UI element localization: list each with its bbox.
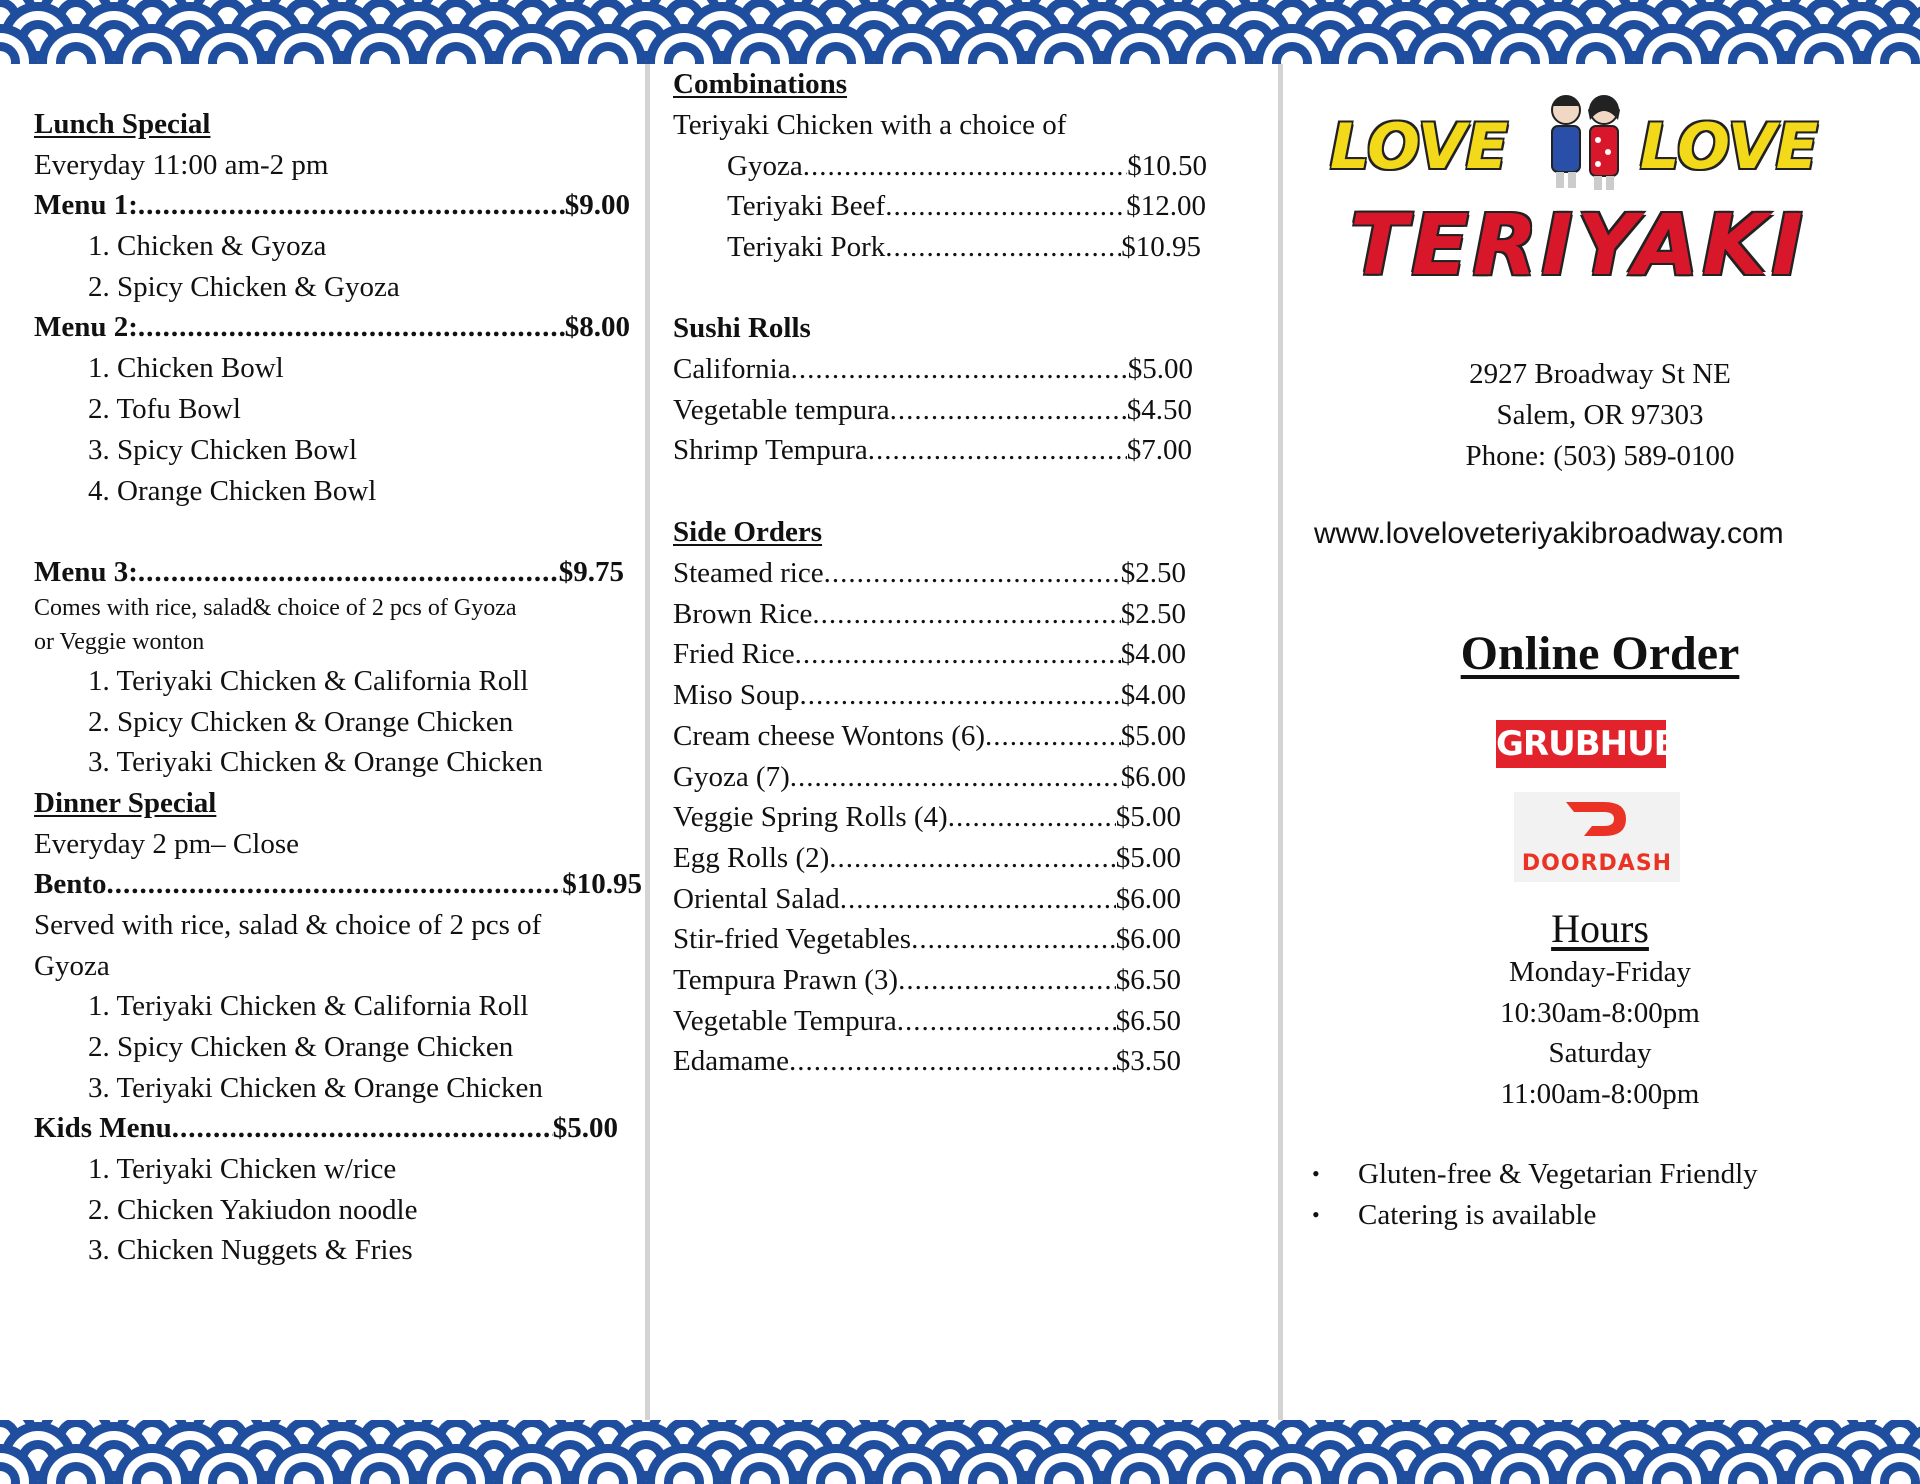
- panel-divider-right: [1278, 64, 1283, 1420]
- item-price: $12.00: [1126, 190, 1206, 222]
- item-price: $4.00: [1120, 638, 1186, 671]
- item-name: California: [673, 353, 791, 385]
- item-price: $4.50: [1126, 394, 1192, 426]
- doordash-logo-icon: [1562, 798, 1632, 840]
- menu3-note: or Veggie wonton: [34, 629, 205, 655]
- item-name: Cream cheese Wontons (6): [673, 719, 986, 752]
- menu-item-row: [673, 430, 1192, 470]
- list-item: 3. Teriyaki Chicken & Orange Chicken: [88, 746, 543, 778]
- logo-love-left: LOVE: [1330, 110, 1509, 183]
- list-item: 3. Chicken Nuggets & Fries: [88, 1234, 413, 1266]
- list-item: 3. Spicy Chicken Bowl: [88, 434, 358, 466]
- item-name: Brown Rice: [673, 597, 813, 630]
- menu-item-row: [673, 390, 1192, 430]
- doordash-label: DOORDASH: [1521, 851, 1673, 876]
- item-name: Steamed rice: [673, 557, 824, 589]
- item-price: $2.50: [1120, 557, 1186, 589]
- item-name: Tempura Prawn (3): [673, 964, 899, 996]
- menu-item-row: [673, 757, 1186, 797]
- combinations-intro: Teriyaki Chicken with a choice of: [673, 109, 1067, 141]
- item-price: $5.00: [1127, 353, 1193, 385]
- hours-line: Monday-Friday: [1508, 956, 1692, 988]
- item-name: Oriental Salad: [673, 882, 840, 915]
- menu-item-row: [727, 146, 1207, 186]
- online-order-title: Online Order: [1460, 627, 1740, 680]
- dolls-icon: [1540, 80, 1630, 200]
- kids-menu-price: $5.00: [552, 1112, 618, 1144]
- bento-note: Gyoza: [34, 950, 110, 982]
- item-price: $6.00: [1115, 923, 1181, 956]
- phone: Phone: (503) 589-0100: [1465, 440, 1735, 472]
- menu-item-row: [673, 675, 1186, 715]
- panel-info: [1290, 64, 1910, 1420]
- lunch-hours: Everyday 11:00 am-2 pm: [34, 149, 329, 181]
- menu-item-row: [673, 594, 1186, 634]
- menu-item-row: [673, 553, 1186, 593]
- menu1-row: [34, 185, 630, 225]
- menu1-price: $9.00: [564, 189, 630, 221]
- item-price: $6.00: [1115, 882, 1181, 915]
- item-price: $6.00: [1120, 760, 1186, 793]
- panel-lunch-dinner: [34, 64, 644, 1420]
- menu2-row: [34, 307, 630, 347]
- item-price: $6.50: [1115, 1004, 1181, 1037]
- menu-item-row: [673, 716, 1186, 756]
- list-item: 1. Chicken & Gyoza: [88, 230, 327, 262]
- list-item: 2. Spicy Chicken & Orange Chicken: [88, 1031, 514, 1063]
- panel-divider-left: [645, 64, 650, 1420]
- item-name: Vegetable tempura: [673, 394, 890, 426]
- list-item: 2. Spicy Chicken & Orange Chicken: [88, 706, 514, 738]
- item-name: Teriyaki Beef: [727, 190, 886, 222]
- address-line-2: Salem, OR 97303: [1496, 399, 1704, 431]
- item-name: Egg Rolls (2): [673, 841, 830, 874]
- menu-item-row: [727, 186, 1206, 226]
- menu-item-row: [673, 838, 1181, 878]
- menu3-note: Comes with rice, salad& choice of 2 pcs of Gyoza: [34, 595, 517, 621]
- item-name: Teriyaki Pork: [727, 231, 886, 263]
- menu-item-row: [673, 919, 1181, 959]
- item-price: $5.00: [1115, 841, 1181, 874]
- logo-love-right: LOVE: [1640, 110, 1819, 183]
- wave-border-bottom: [0, 1420, 1920, 1484]
- kids-menu-label: Kids Menu: [34, 1112, 172, 1144]
- list-item: 3. Teriyaki Chicken & Orange Chicken: [88, 1072, 543, 1104]
- grubhub-button[interactable]: GRUBHUB: [1496, 720, 1666, 768]
- menu-item-row: [673, 1001, 1181, 1041]
- lunch-special-title: Lunch Special: [34, 108, 211, 140]
- item-price: $5.00: [1120, 719, 1186, 752]
- menu2-label: Menu 2:: [34, 311, 138, 343]
- item-price: $5.00: [1115, 801, 1181, 834]
- menu-item-row: [673, 349, 1193, 389]
- hours-line: 11:00am-8:00pm: [1500, 1078, 1700, 1110]
- bullet-icon: •: [1312, 1161, 1320, 1186]
- item-name: Shrimp Tempura: [673, 434, 868, 466]
- sushi-rolls-title: Sushi Rolls: [673, 312, 811, 344]
- item-name: Edamame: [673, 1045, 789, 1078]
- hours-title: Hours: [1551, 906, 1649, 951]
- list-item: 1. Teriyaki Chicken & California Roll: [88, 990, 529, 1022]
- list-item: 2. Tofu Bowl: [88, 393, 241, 425]
- menu1-label: Menu 1:: [34, 189, 138, 221]
- hours-line: 10:30am-8:00pm: [1500, 997, 1700, 1029]
- address-line-1: 2927 Broadway St NE: [1469, 358, 1731, 390]
- menu-item-row: [673, 960, 1181, 1000]
- feature-text: Catering is available: [1358, 1199, 1597, 1231]
- combinations-title: Combinations: [673, 68, 848, 100]
- item-name: Fried Rice: [673, 638, 795, 671]
- menu2-price: $8.00: [564, 311, 630, 343]
- list-item: 1. Teriyaki Chicken w/rice: [88, 1153, 397, 1185]
- menu-item-row: [673, 1041, 1181, 1081]
- dinner-hours: Everyday 2 pm– Close: [34, 828, 299, 860]
- bento-price: $10.95: [562, 868, 642, 900]
- menu3-price: $9.75: [558, 556, 624, 588]
- menu-item-row: [727, 227, 1201, 267]
- item-price: $3.50: [1115, 1045, 1181, 1078]
- bento-label: Bento: [34, 868, 107, 900]
- menu3-row: [34, 552, 624, 592]
- kids-menu-row: [34, 1108, 618, 1148]
- item-name: Stir-fried Vegetables: [673, 923, 912, 956]
- menu-item-row: [673, 634, 1186, 674]
- menu-item-row: [673, 879, 1181, 919]
- item-price: $10.95: [1121, 231, 1201, 263]
- item-price: $10.50: [1127, 150, 1207, 182]
- website-link[interactable]: www.loveloveteriyakibroadway.com: [1314, 517, 1784, 550]
- bento-row: [34, 864, 642, 904]
- menu3-label: Menu 3:: [34, 556, 138, 588]
- bento-note: Served with rice, salad & choice of 2 pcs of: [34, 909, 542, 941]
- menu-item-row: [673, 797, 1181, 837]
- item-name: Veggie Spring Rolls (4): [673, 801, 948, 834]
- item-price: $4.00: [1120, 679, 1186, 712]
- item-name: Miso Soup: [673, 679, 800, 712]
- doordash-button[interactable]: [1514, 792, 1680, 882]
- item-price: $6.50: [1115, 964, 1181, 996]
- logo-teriyaki: TERIYAKI: [1350, 196, 1807, 294]
- hours-line: Saturday: [1548, 1037, 1652, 1069]
- item-price: $2.50: [1120, 597, 1186, 630]
- panel-combos-sides: [673, 64, 1233, 1420]
- item-price: $7.00: [1126, 434, 1192, 466]
- list-item: 1. Chicken Bowl: [88, 352, 284, 384]
- bullet-icon: •: [1312, 1202, 1320, 1227]
- list-item: 1. Teriyaki Chicken & California Roll: [88, 665, 529, 697]
- feature-text: Gluten-free & Vegetarian Friendly: [1358, 1158, 1758, 1190]
- item-name: Vegetable Tempura: [673, 1004, 897, 1037]
- brand-logo: [1330, 64, 1890, 304]
- dinner-special-title: Dinner Special: [34, 787, 217, 819]
- item-name: Gyoza (7): [673, 760, 790, 793]
- wave-border-top: [0, 0, 1920, 64]
- side-orders-title: Side Orders: [673, 516, 823, 548]
- list-item: 2. Spicy Chicken & Gyoza: [88, 271, 400, 303]
- item-name: Gyoza: [727, 150, 803, 182]
- list-item: 4. Orange Chicken Bowl: [88, 475, 377, 507]
- list-item: 2. Chicken Yakiudon noodle: [88, 1194, 418, 1226]
